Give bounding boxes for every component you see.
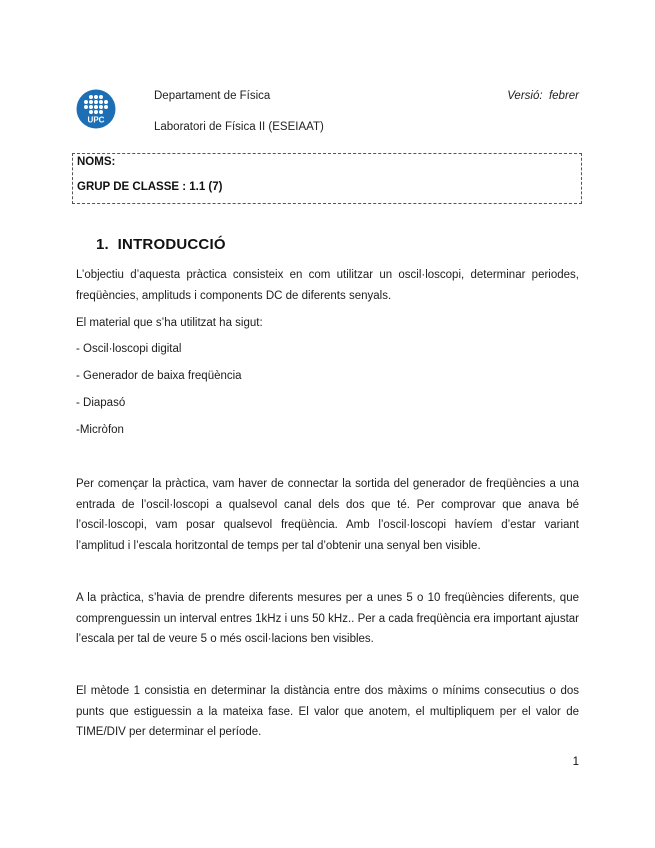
group-label: GRUP DE CLASSE : 1.1 (7)	[77, 181, 223, 193]
department-name: Departament de Física	[154, 90, 271, 102]
page-number: 1	[572, 756, 579, 768]
version-info	[507, 90, 579, 102]
material-item: - Oscil·loscopi digital	[76, 343, 182, 355]
objective-paragraph: L’objectiu d’aquesta pràctica consisteix en com utilitzar un oscil·loscopi, determinar periodes, freqüències, amplituds i components DC de diferents senyals.	[76, 269, 579, 302]
material-item: -Micròfon	[76, 424, 124, 436]
lab-name: Laboratori de Física II (ESEIAAT)	[154, 121, 324, 133]
body-paragraph: Per començar la pràctica, vam haver de connectar la sortida del generador de freqüències a una entrada de l’oscil·loscopi a qualsevol canal dels dos que té. Per comprovar que anava bé l’oscil·loscopi, vam posar qualsevol freqüència. Amb l’oscil·loscopi havíem d’estar variant l’amplitud i l’escala horitzontal de temps per tal d’obtenir una senyal ben visible.	[76, 478, 579, 552]
version-value: febrer	[548, 90, 579, 102]
material-item: - Diapasó	[76, 397, 126, 409]
material-item: - Generador de baixa freqüència	[76, 370, 242, 382]
student-info-box	[72, 153, 582, 204]
section-number: 1.	[96, 236, 109, 253]
body-paragraph: El mètode 1 consistia en determinar la distància entre dos màxims o mínims consecutius o dos punts que estiguessin a la mateixa fase. El valor que anotem, el multipliquem per el valor de TIME/DIV per determinar el període.	[76, 685, 579, 738]
version-label: Versió:	[507, 90, 543, 102]
names-label: NOMS:	[77, 156, 116, 168]
material-intro: El material que s’ha utilitzat ha sigut:	[76, 317, 263, 329]
body-paragraph: A la pràctica, s’havia de prendre diferents mesures per a unes 5 o 10 freqüències diferents, que comprenguessin un interval entres 1kHz i uns 50 kHz.. Per a cada freqüència era important ajustar l’escala per tal de veure 5 o més oscil·lacions ben visibles.	[76, 592, 579, 645]
section-title: INTRODUCCIÓ	[117, 236, 226, 253]
section-heading	[96, 236, 226, 253]
upc-logo-text: UPC	[87, 115, 105, 125]
upc-logo	[76, 89, 116, 129]
